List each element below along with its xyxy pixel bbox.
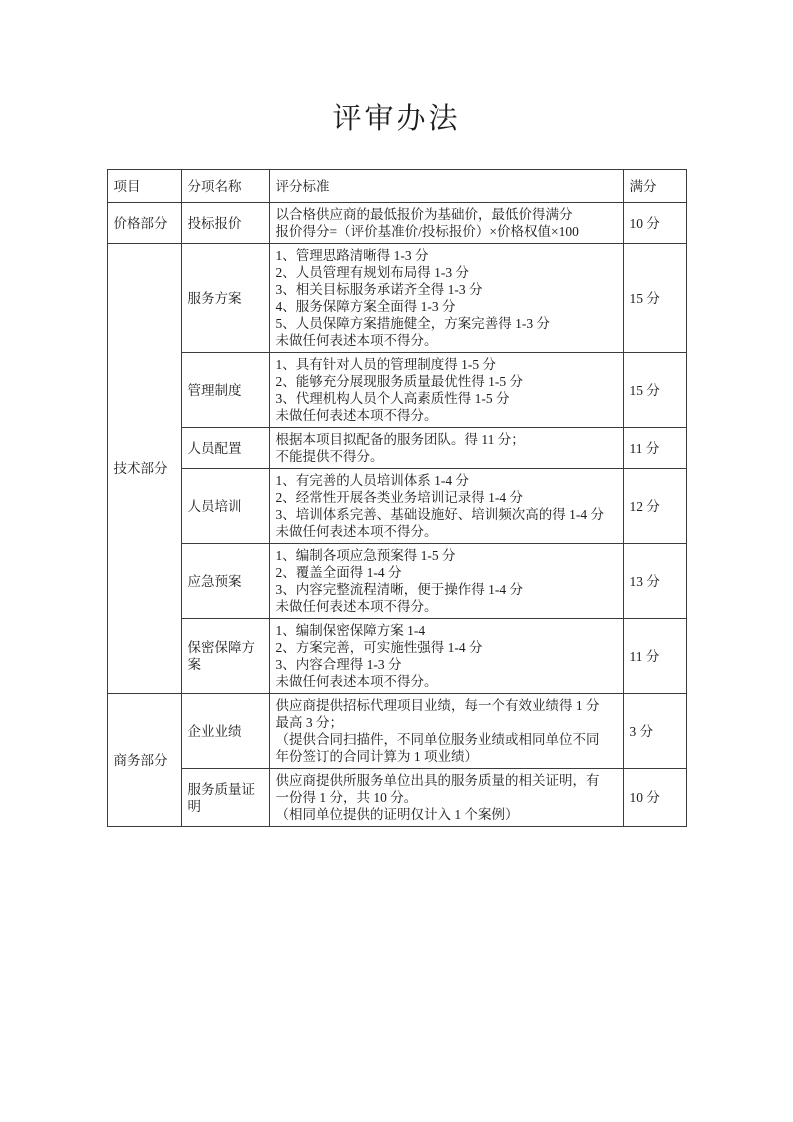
criteria-line: 根据本项目拟配备的服务团队。得 11 分； [275, 432, 525, 447]
criteria-line: 未做任何表述本项不得分。 [275, 333, 438, 348]
category-cell: 技术部分 [107, 244, 181, 694]
subitem-name-cell: 服务质量证明 [181, 769, 269, 827]
criteria-cell [269, 244, 623, 353]
criteria-cell [269, 203, 623, 244]
criteria-line: 1、编制保密保障方案 1-4 [275, 623, 426, 638]
score-cell: 3 分 [623, 694, 686, 769]
criteria-line: 3、培训体系完善、基础设施好、培训频次高的得 1-4 分 [275, 507, 604, 522]
criteria-line: 最高 3 分； [275, 715, 343, 730]
score-cell: 10 分 [623, 769, 686, 827]
criteria-line: 未做任何表述本项不得分。 [275, 524, 438, 539]
column-header: 分项名称 [181, 170, 269, 203]
score-cell: 11 分 [623, 619, 686, 694]
table-row [107, 353, 686, 428]
table-row [107, 244, 686, 353]
table-row [107, 619, 686, 694]
score-cell: 12 分 [623, 469, 686, 544]
criteria-line: 3、代理机构人员个人高素质性得 1-5 分 [275, 391, 510, 406]
score-cell: 15 分 [623, 244, 686, 353]
criteria-line: 一份得 1 分，共 10 分。 [275, 790, 418, 805]
criteria-line: 报价得分=（评价基准价/投标报价）×价格权值×100 [275, 224, 579, 239]
criteria-line: 未做任何表述本项不得分。 [275, 408, 438, 423]
subitem-name-cell: 保密保障方案 [181, 619, 269, 694]
criteria-cell [269, 544, 623, 619]
column-header: 评分标准 [269, 170, 623, 203]
criteria-cell [269, 469, 623, 544]
criteria-line: 年份签订的合同计算为 1 项业绩） [275, 749, 478, 764]
table-row [107, 769, 686, 827]
criteria-line: （相同单位提供的证明仅计入 1 个案例） [275, 807, 519, 822]
page-title: 评审办法 [332, 103, 461, 135]
table-row [107, 469, 686, 544]
table-row [107, 694, 686, 769]
criteria-cell [269, 428, 623, 469]
subitem-name-cell: 管理制度 [181, 353, 269, 428]
category-cell: 商务部分 [107, 694, 181, 827]
evaluation-table [107, 169, 687, 827]
table-row [107, 203, 686, 244]
score-cell: 11 分 [623, 428, 686, 469]
criteria-line: 3、内容完整流程清晰，便于操作得 1-4 分 [275, 582, 523, 597]
criteria-line: 2、经常性开展各类业务培训记录得 1-4 分 [275, 490, 523, 505]
criteria-line: 2、覆盖全面得 1-4 分 [275, 565, 402, 580]
subitem-name-cell: 服务方案 [181, 244, 269, 353]
criteria-line: 1、管理思路清晰得 1-3 分 [275, 248, 429, 263]
criteria-line: 1、有完善的人员培训体系 1-4 分 [275, 473, 469, 488]
criteria-line: 2、方案完善，可实施性强得 1-4 分 [275, 640, 483, 655]
criteria-line: 未做任何表述本项不得分。 [275, 674, 438, 689]
criteria-line: 3、内容合理得 1-3 分 [275, 657, 402, 672]
score-cell: 10 分 [623, 203, 686, 244]
table-row [107, 544, 686, 619]
table-header-row [107, 170, 686, 203]
subitem-name-cell: 投标报价 [181, 203, 269, 244]
criteria-line: 4、服务保障方案全面得 1-3 分 [275, 299, 456, 314]
criteria-cell [269, 694, 623, 769]
score-cell: 13 分 [623, 544, 686, 619]
criteria-line: 供应商提供所服务单位出具的服务质量的相关证明，有 [275, 773, 600, 788]
criteria-line: 供应商提供招标代理项目业绩，每一个有效业绩得 1 分 [275, 698, 600, 713]
subitem-name-cell: 应急预案 [181, 544, 269, 619]
criteria-line: （提供合同扫描件，不同单位服务业绩或相同单位不同 [275, 732, 600, 747]
criteria-line: 5、人员保障方案措施健全，方案完善得 1-3 分 [275, 316, 550, 331]
criteria-line: 1、编制各项应急预案得 1-5 分 [275, 548, 456, 563]
table-row [107, 428, 686, 469]
subitem-name-cell: 企业业绩 [181, 694, 269, 769]
criteria-line: 1、具有针对人员的管理制度得 1-5 分 [275, 357, 496, 372]
column-header: 项目 [107, 170, 181, 203]
criteria-line: 2、人员管理有规划布局得 1-3 分 [275, 265, 469, 280]
criteria-cell [269, 353, 623, 428]
score-cell: 15 分 [623, 353, 686, 428]
category-cell: 价格部分 [107, 203, 181, 244]
criteria-line: 3、相关目标服务承诺齐全得 1-3 分 [275, 282, 483, 297]
criteria-cell [269, 769, 623, 827]
criteria-line: 以合格供应商的最低报价为基础价，最低价得满分 [275, 207, 573, 222]
criteria-cell [269, 619, 623, 694]
criteria-line: 不能提供不得分。 [275, 449, 384, 464]
column-header: 满分 [623, 170, 686, 203]
subitem-name-cell: 人员培训 [181, 469, 269, 544]
criteria-line: 未做任何表述本项不得分。 [275, 599, 438, 614]
subitem-name-cell: 人员配置 [181, 428, 269, 469]
criteria-line: 2、能够充分展现服务质量最优性得 1-5 分 [275, 374, 523, 389]
